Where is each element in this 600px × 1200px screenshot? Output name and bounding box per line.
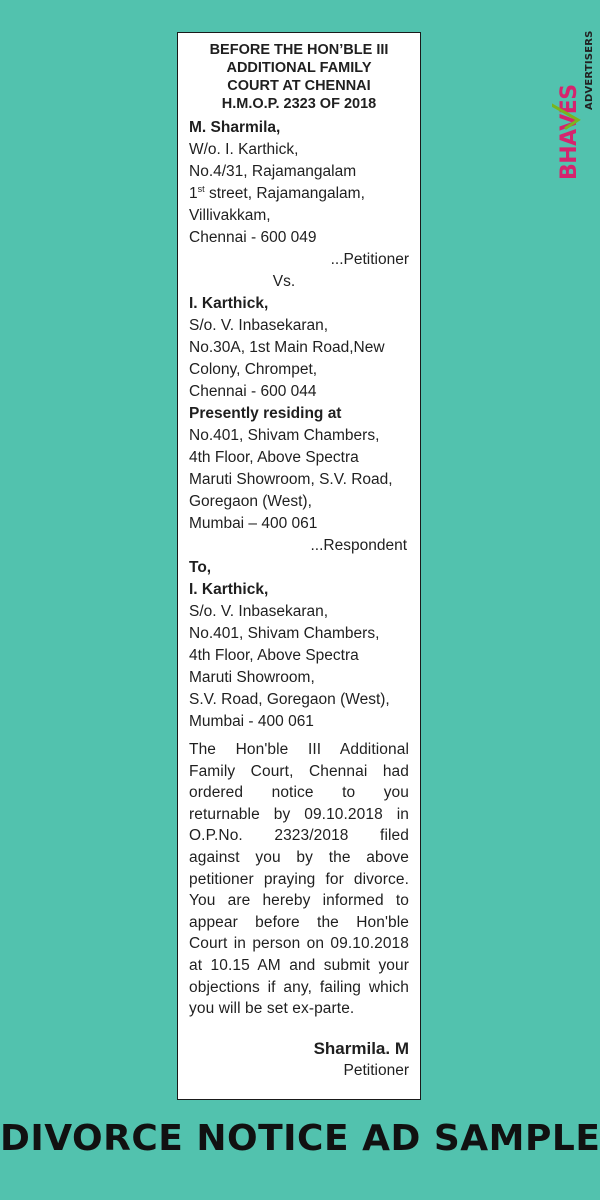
signature-name: Sharmila. M xyxy=(313,1038,409,1058)
case-number: H.M.O.P. 2323 OF 2018 xyxy=(221,96,377,112)
petitioner-address-4: Chennai - 600 049 xyxy=(189,229,317,246)
logo-brand-text: BHAVES xyxy=(557,84,582,180)
to-address-5: Mumbai - 400 061 xyxy=(189,713,314,730)
court-line-3: COURT AT CHENNAI xyxy=(227,78,371,94)
petitioner-relation: W/o. I. Karthick, xyxy=(189,141,299,158)
to-name: I. Karthick, xyxy=(189,581,269,598)
present-address-1: No.401, Shivam Chambers, xyxy=(189,427,380,444)
to-heading: To, xyxy=(189,559,212,576)
court-header xyxy=(189,41,409,113)
present-address-heading: Presently residing at xyxy=(189,405,342,422)
respondent-role: ...Respondent xyxy=(310,537,407,554)
petitioner-address-2-sup: st xyxy=(197,183,205,194)
present-address-5: Mumbai – 400 061 xyxy=(189,515,318,532)
bhaves-logo xyxy=(552,30,600,180)
to-address-1: No.401, Shivam Chambers, xyxy=(189,625,380,642)
petitioner-name: M. Sharmila, xyxy=(189,119,281,136)
signature-title: Petitioner xyxy=(343,1061,409,1079)
court-line-1: BEFORE THE HON’BLE III xyxy=(209,42,389,58)
to-address-2: 4th Floor, Above Spectra xyxy=(189,647,359,664)
present-address-3: Maruti Showroom, S.V. Road, xyxy=(189,471,393,488)
respondent-address-2: Colony, Chrompet, xyxy=(189,361,318,378)
present-address-4: Goregaon (West), xyxy=(189,493,312,510)
court-line-2: ADDITIONAL FAMILY xyxy=(226,60,372,76)
petitioner-address-1: No.4/31, Rajamangalam xyxy=(189,163,357,180)
to-address-4: S.V. Road, Goregaon (West), xyxy=(189,691,390,708)
petitioner-address-2-rest: street, Rajamangalam, xyxy=(204,185,365,202)
present-address-2: 4th Floor, Above Spectra xyxy=(189,449,359,466)
to-relation: S/o. V. Inbasekaran, xyxy=(189,603,329,620)
versus-label: Vs. xyxy=(272,273,296,290)
petitioner-address-2-num: 1 xyxy=(189,185,198,202)
footer-title: DIVORCE NOTICE AD SAMPLE xyxy=(0,1118,600,1159)
respondent-address-3: Chennai - 600 044 xyxy=(189,383,317,400)
respondent-name: I. Karthick, xyxy=(189,295,269,312)
petitioner-role: ...Petitioner xyxy=(330,251,409,268)
notice-ad-box xyxy=(177,32,421,1100)
respondent-address-1: No.30A, 1st Main Road,New xyxy=(189,339,385,356)
to-address-3: Maruti Showroom, xyxy=(189,669,315,686)
respondent-relation: S/o. V. Inbasekaran, xyxy=(189,317,329,334)
petitioner-address-3: Villivakkam, xyxy=(189,207,271,224)
logo-sub-text: ADVERTISERS xyxy=(584,30,595,110)
notice-body: The Hon'ble III Additional Family Court, Chennai had ordered notice to you returnable by 09.10.2018 in O.P.No. 2323/2018 filed against you by the above petitioner praying for divorce. You are hereby informed to appear before the Hon'ble Court in person on 09.10.2018 at 10.15 AM and submit your objections if any, failing which you will be set ex-parte. xyxy=(189,741,409,1018)
petitioner-address-2 xyxy=(189,183,409,205)
